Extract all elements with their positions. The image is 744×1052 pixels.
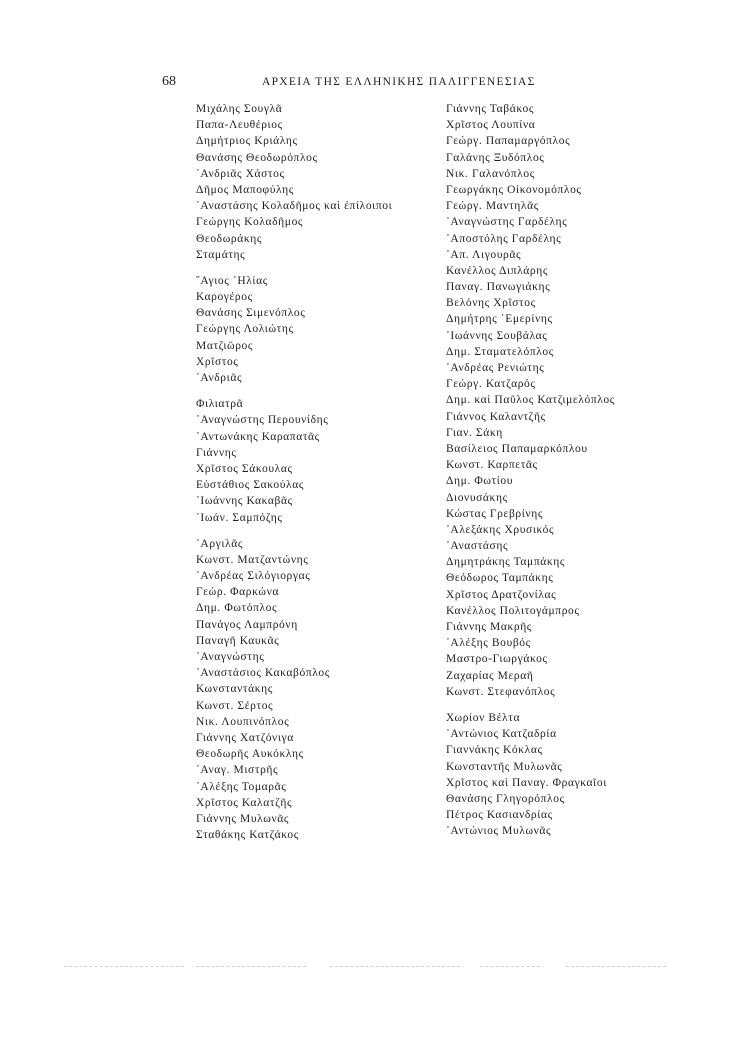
name-entry: ᾿Αναγνώστης Γαρδέλης: [446, 216, 568, 229]
name-entry: Δημ. Σταματελόπλος: [446, 345, 554, 358]
name-entry: Ζαχαρίας Μεραῆ: [446, 669, 534, 682]
name-entry: Γιάννης Μυλωνᾶς: [196, 812, 290, 825]
section-gap: [446, 700, 696, 710]
name-entry: ᾿Αργιλᾶς: [196, 537, 244, 550]
name-entry: Μιχάλης Σουγλᾶ: [196, 103, 283, 115]
name-entry: Παναγῆ Καυκᾶς: [196, 634, 280, 647]
name-entry: ᾿Αντώνιος Κατζαδρία: [446, 728, 557, 741]
name-entry: Χρῖστος Σάκουλας: [196, 462, 293, 475]
name-entry: ᾿Ιωάννης Κακαβᾶς: [196, 495, 293, 508]
name-entry: Κωνστ. Στεφανόπλος: [446, 685, 556, 698]
name-entry: ᾿Αναστάσης Κολαδῆμος καὶ ἐπίλοιποι: [196, 200, 393, 213]
name-entry: Δημήτριος Κριάλης: [196, 135, 298, 148]
name-entry: Πανάγος Λαμπρόνη: [196, 618, 298, 631]
name-entry: Χρῖστος Λουπίνα: [446, 119, 536, 132]
name-entry: Γιάννης Ταβάκος: [446, 103, 534, 115]
name-entry: Γιαν. Σάκη: [446, 426, 503, 439]
name-entry: Βελόνης Χρῖστος: [446, 297, 536, 310]
name-entry: Καρογέρος: [196, 291, 253, 304]
footer-rule: [480, 966, 540, 967]
name-entry: Σταθάκης Κατζάκος: [196, 829, 299, 842]
name-entry: ῞Αγιος ᾿Ηλίας: [196, 274, 268, 287]
name-entry: Χρῖστος καὶ Παναγ. Φραγκαῖοι: [446, 776, 607, 789]
name-entry: Κωνστ. Σέρτος: [196, 699, 274, 712]
name-entry: ᾿Αλεξάκης Χρυσικός: [446, 523, 555, 536]
name-entry: ᾿Αναγνώστης Περουνίδης: [196, 414, 329, 427]
right-name-column: [446, 101, 696, 839]
name-entry: Εὐστάθιος Σακούλας: [196, 479, 305, 492]
name-entry: Δῆμος Μαποφύλης: [196, 183, 294, 196]
name-entry: Βασίλειος Παπαμαρκόπλου: [446, 442, 588, 455]
name-entry: Θεόδωρος Ταμπάκης: [446, 572, 554, 585]
name-entry: Γεώργ. Κατζαρός: [446, 378, 536, 391]
name-entry: ᾿Ιωάν. Σαμπόζης: [196, 511, 283, 524]
running-title: ΑΡΧΕΙΑ ΤΗΣ ΕΛΛΗΝΙΚΗΣ ΠΑΛΙΓΓΕΝΕΣΙΑΣ: [262, 76, 536, 88]
section-gap: [196, 386, 446, 396]
name-entry: Παπα-Λευθέριος: [196, 119, 283, 132]
name-entry: Κωνσταντῆς Μυλωνᾶς: [446, 760, 563, 773]
name-entry: Γιάννης Μακρῆς: [446, 621, 532, 633]
name-entry: Δημ. καὶ Παῦλος Κατζιμελόπλος: [446, 394, 615, 407]
name-entry: Σταμάτης: [196, 248, 246, 261]
name-entry: ᾿Αντώνιος Μυλωνᾶς: [446, 825, 552, 838]
section-gap: [196, 526, 446, 536]
name-entry: Νικ. Λουπινόπλος: [196, 715, 290, 728]
name-entry: Γεώργ. Παπαμαργόπλος: [446, 135, 571, 148]
name-entry: Χρῖστος Καλατζῆς: [196, 796, 293, 809]
name-entry: Νικ. Γαλανόπλος: [446, 167, 535, 180]
name-entry: ᾿Αναστάσιος Κακαβόπλος: [196, 667, 330, 680]
name-entry: ᾿Αναγ. Μιστρῆς: [196, 764, 279, 777]
footer-rule: [196, 966, 306, 967]
name-entry: Γεωργάκης Οἰκονομόπλος: [446, 183, 582, 196]
name-entry: ᾿Αναστάσης: [446, 540, 509, 553]
page-number: 68: [162, 74, 176, 89]
footer-rule: [330, 966, 460, 967]
name-entry: Διονυσάκης: [446, 491, 508, 504]
name-entry: Ματζιῶρος: [196, 339, 254, 352]
name-entry: Κωνστ. Ματζαντώνης: [196, 553, 309, 566]
name-entry: ᾿Αλέξης Τομαρᾶς: [196, 780, 287, 793]
name-entry: Θεοδωράκης: [196, 232, 262, 245]
footer-rule: [566, 966, 666, 967]
name-entry: Δημ. Φωτόπλος: [196, 602, 278, 615]
name-entry: Φιλιατρᾶ: [196, 398, 244, 411]
name-entry: Κωνστ. Καρπετᾶς: [446, 459, 538, 472]
footer-rule: [64, 966, 184, 967]
name-entry: Κωνσταντάκης: [196, 683, 273, 696]
name-entry: Πέτρος Κασιανδρίας: [446, 809, 553, 822]
name-entry: Γιάννης Χατζόνιγα: [196, 731, 294, 744]
name-entry: ᾿Αντωνάκης Καραπατᾶς: [196, 430, 320, 443]
name-entry: ᾿Ιωάννης Σουβάλας: [446, 329, 548, 342]
name-entry: Δημήτρης ᾿Εμερίνης: [446, 313, 553, 326]
name-entry: Θανάσης Γληγορόπλος: [446, 792, 565, 805]
name-entry: Χρῖστος: [196, 355, 239, 368]
name-entry: ᾿Αποστόλης Γαρδέλης: [446, 232, 562, 245]
name-entry: Χρῖστος Δρατζονίλας: [446, 588, 557, 601]
name-entry: Θανάσης Θεοδωρόπλος: [196, 151, 318, 164]
name-entry: Γιαννάκης Κόκλας: [446, 744, 543, 757]
name-entry: ᾿Ανδρέας Ρενιώτης: [446, 362, 545, 374]
left-name-column: [196, 101, 446, 843]
name-entry: ᾿Αλέξης Βουβός: [446, 637, 531, 650]
name-entry: Γεώργ. Μαντηλᾶς: [446, 200, 539, 213]
name-entry: Γεώρ. Φαρκώνα: [196, 586, 279, 599]
name-entry: Κανέλλος Διπλάρης: [446, 264, 549, 277]
name-entry: Κανέλλος Πολιτογάμπρος: [446, 604, 580, 617]
name-entry: ᾿Ανδριᾶς Χάστος: [196, 167, 285, 180]
name-entry: Κώστας Γρεβρίνης: [446, 507, 543, 520]
name-entry: Γιάννης: [196, 446, 237, 459]
name-entry: Γιάννος Καλαντζῆς: [446, 410, 546, 423]
name-entry: Μαστρο-Γιωργάκος: [446, 653, 548, 666]
name-entry: Γεώργης Λολιώτης: [196, 323, 294, 336]
name-entry: ᾿Ανδρέας Σιλόγιοργας: [196, 570, 311, 583]
name-entry: Γεώργης Κολαδῆμος: [196, 216, 304, 229]
name-entry: ᾿Απ. Λιγουρᾶς: [446, 248, 522, 261]
name-entry: Γαλάνης Ξυδόπλος: [446, 151, 545, 164]
name-entry: Χωρίον Βέλτα: [446, 711, 521, 724]
name-entry: Θανάσης Σιμενόπλος: [196, 307, 306, 320]
name-entry: Θεοδωρῆς Αυκόκλης: [196, 748, 304, 761]
name-entry: Δημ. Φωτίου: [446, 475, 514, 488]
name-entry: ᾿Ανδριᾶς: [196, 372, 243, 384]
name-entry: Παναγ. Πανωγιάκης: [446, 281, 551, 294]
name-entry: Δημητράκης Ταμπάκης: [446, 556, 566, 569]
section-gap: [196, 263, 446, 273]
name-entry: ᾿Αναγνώστης: [196, 651, 265, 663]
